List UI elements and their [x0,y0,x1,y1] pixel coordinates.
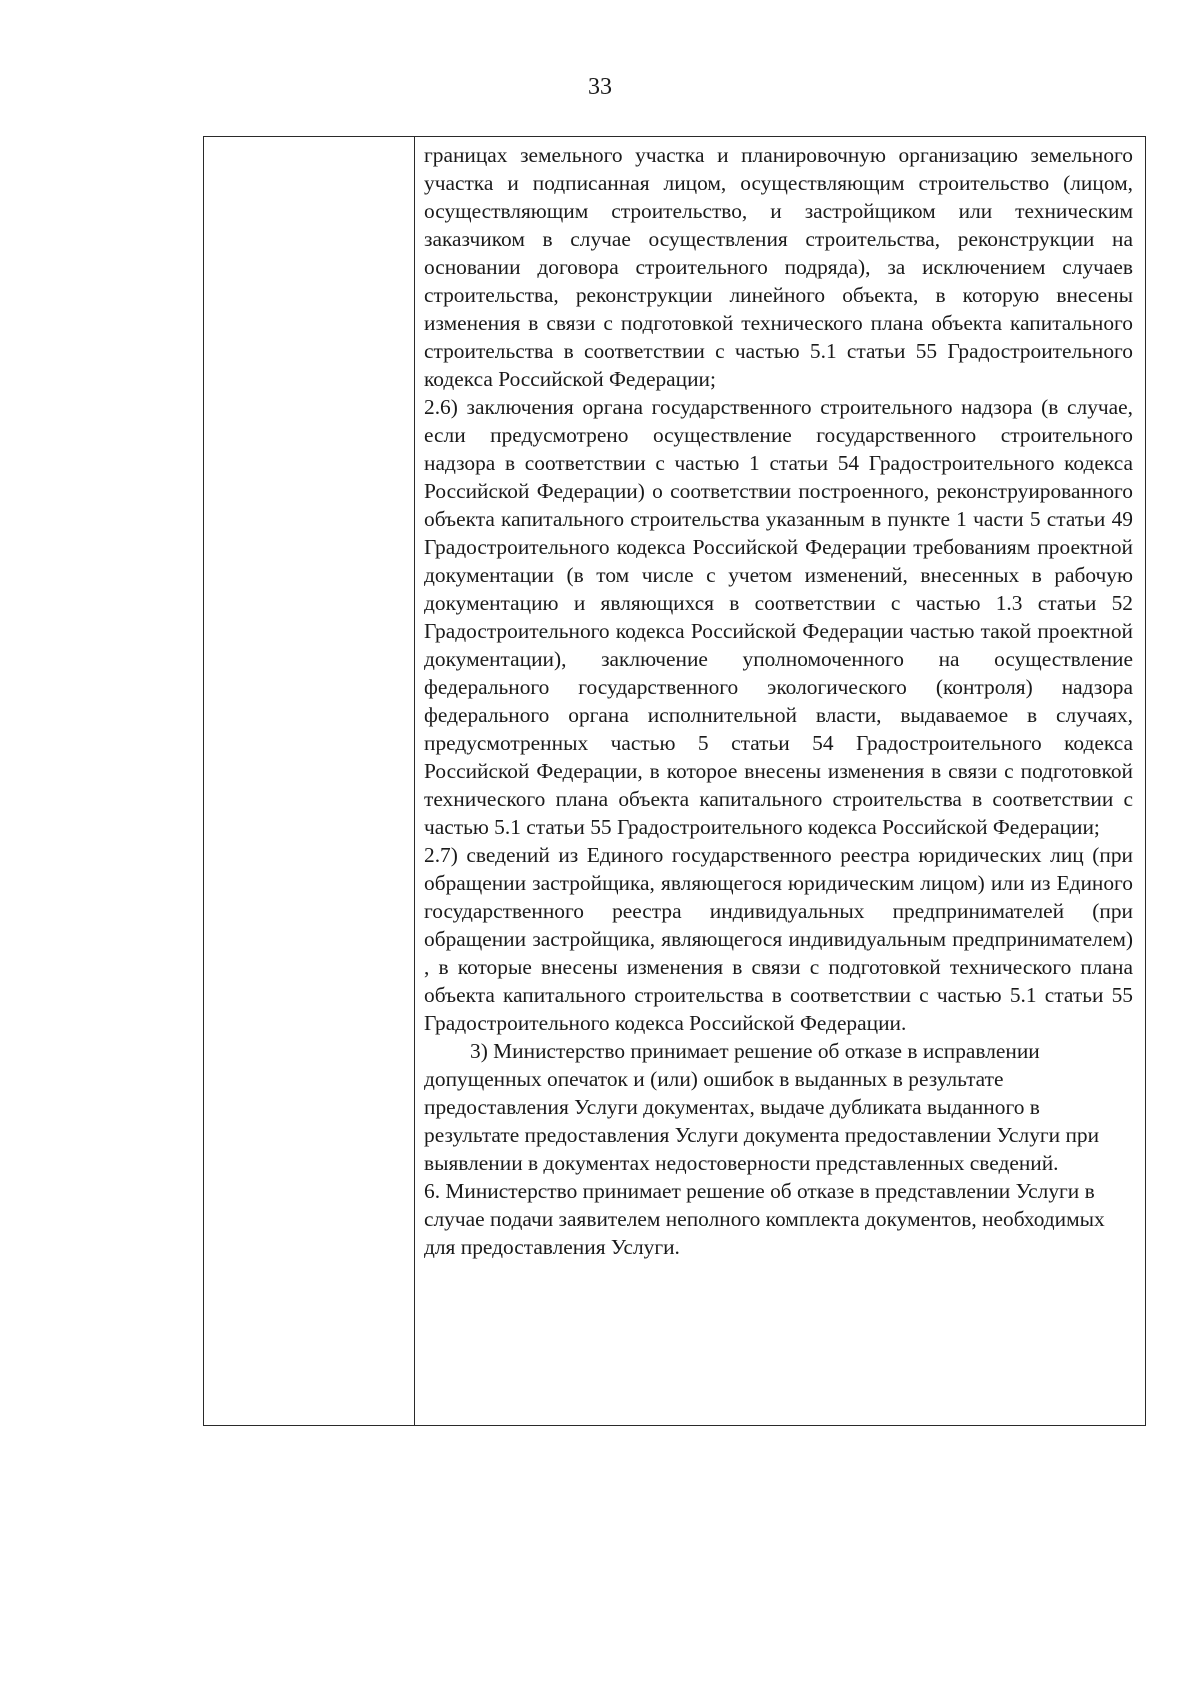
paragraph-item-6: 6. Министерство принимает решение об отказе в представлении Услуги в случае подачи заявителем неполного комплекта документов, необходимых для предоставления Услуги. [424,1179,1105,1259]
page-number: 33 [588,74,612,100]
paragraph-item-2-7: 2.7) сведений из Единого государственного реестра юридических лиц (при обращении застройщика, являющегося юридическим лицом) или из Единого государственного реестра индивидуальных предпринимателей (при обращении застройщика, являющегося индивидуальным предпринимателем) , в которые внесены изменения в связи с подготовкой технического плана объекта капитального строительства в соответствии с частью 5.1 статьи 55 Градостроительного кодекса Российской Федерации. [424,843,1133,1035]
table-left-cell [204,137,415,1425]
table-right-cell [415,137,1145,1425]
paragraph-item-2-6: 2.6) заключения органа государственного строительного надзора (в случае, если предусмотрено осуществление государственного строительного надзора в соответствии с частью 1 статьи 54 Градостроительного кодекса Российской Федерации) о соответствии построенного, реконструированного объекта капитального строительства указанным в пункте 1 части 5 статьи 49 Градостроительного кодекса Российской Федерации требованиям проектной документации (в том числе с учетом изменений, внесенных в рабочую документацию и являющихся в соответствии с частью 1.3 статьи 52 Градостроительного кодекса Российской Федерации частью такой проектной документации), заключение уполномоченного на осуществление федерального государственного экологического (контроля) надзора федерального органа исполнительной власти, выдаваемое в случаях, предусмотренных частью 5 статьи 54 Градостроительного кодекса Российской Федерации, в которое внесены изменения в связи с подготовкой технического плана объекта капитального строительства в соответствии с частью 5.1 статьи 55 Градостроительного кодекса Российской Федерации; [424,395,1133,839]
content-table [203,136,1146,1426]
paragraph-site-plan-continuation: границах земельного участка и планировочную организацию земельного участка и подписанная лицом, осуществляющим строительство (лицом, осуществляющим строительство, и застройщиком или техническим заказчиком в случае осуществления строительства, реконструкции на основании договора строительного подряда), за исключением случаев строительства, реконструкции линейного объекта, в которую внесены изменения в связи с подготовкой технического плана объекта капитального строительства в соответствии с частью 5.1 статьи 55 Градостроительного кодекса Российской Федерации; [424,143,1133,391]
paragraph-item-3: 3) Министерство принимает решение об отказе в исправлении допущенных опечаток и (или) ошибок в выданных в результате предоставления Услуги документах, выдаче дубликата выданного в результате предоставления Услуги документа предоставлении Услуги при выявлении в документах недостоверности представленных сведений. [424,1039,1100,1175]
